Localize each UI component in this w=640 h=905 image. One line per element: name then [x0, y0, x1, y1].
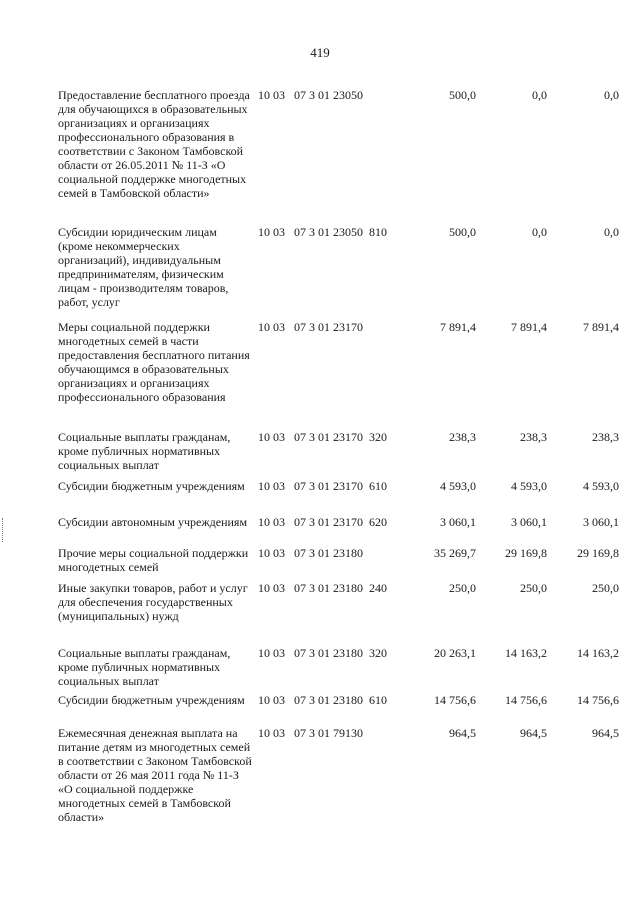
row-value-3: 14 756,6: [577, 693, 619, 707]
row-value-3: 29 169,8: [577, 546, 619, 560]
margin-mark: [2, 518, 6, 542]
row-name: Субсидии автономным учреждениям: [58, 515, 248, 529]
row-value-2: 29 169,8: [505, 546, 547, 560]
row-value-3: 250,0: [592, 581, 619, 595]
row-value-1: 238,3: [449, 430, 476, 444]
row-code: 10 03 07 3 01 23170 620: [258, 515, 387, 529]
page-number: 419: [310, 45, 330, 60]
row-code: 10 03 07 3 01 23050: [258, 88, 363, 102]
row-value-3: 14 163,2: [577, 646, 619, 660]
row-value-3: 238,3: [592, 430, 619, 444]
row-code: 10 03 07 3 01 23180 240: [258, 581, 387, 595]
row-code: 10 03 07 3 01 23170 610: [258, 479, 387, 493]
row-value-3: 964,5: [592, 726, 619, 740]
row-value-3: 7 891,4: [583, 320, 619, 334]
row-value-1: 7 891,4: [440, 320, 476, 334]
row-value-3: 3 060,1: [583, 515, 619, 529]
row-code: 10 03 07 3 01 23180 320: [258, 646, 387, 660]
row-value-2: 14 163,2: [505, 646, 547, 660]
row-name: Предоставление бесплатного проезда для обучающихся в образовательных организациях и организациях профессионального образования в соответствии с Законом Тамбовской области от 26.05.2011 № 11-З «О социальной поддержке многодетных семей в Тамбовской области»: [58, 88, 250, 200]
row-value-1: 3 060,1: [440, 515, 476, 529]
row-name: Ежемесячная денежная выплата на питание детям из многодетных семей в соответствии с Законом Тамбовской области от 26 мая 2011 года № 11-З «О социальной поддержке многодетных семей в Тамбовской области»: [58, 726, 252, 824]
row-name: Меры социальной поддержки многодетных семей в части предоставления бесплатного питания обучающимся в образовательных организациях и организациях профессионального образования: [58, 320, 250, 404]
row-value-1: 500,0: [449, 225, 476, 239]
row-value-1: 500,0: [449, 88, 476, 102]
row-value-1: 4 593,0: [440, 479, 476, 493]
row-value-1: 250,0: [449, 581, 476, 595]
row-value-2: 0,0: [532, 225, 547, 239]
row-value-2: 14 756,6: [505, 693, 547, 707]
row-value-2: 0,0: [532, 88, 547, 102]
row-value-3: 0,0: [604, 88, 619, 102]
row-code: 10 03 07 3 01 23170: [258, 320, 363, 334]
row-value-1: 20 263,1: [434, 646, 476, 660]
row-value-3: 0,0: [604, 225, 619, 239]
row-code: 10 03 07 3 01 23170 320: [258, 430, 387, 444]
row-value-3: 4 593,0: [583, 479, 619, 493]
row-value-2: 3 060,1: [511, 515, 547, 529]
row-name: Социальные выплаты гражданам, кроме публичных нормативных социальных выплат: [58, 646, 231, 688]
row-value-1: 964,5: [449, 726, 476, 740]
row-code: 10 03 07 3 01 79130: [258, 726, 363, 740]
row-name: Прочие меры социальной поддержки многодетных семей: [58, 546, 249, 574]
row-value-2: 238,3: [520, 430, 547, 444]
row-name: Субсидии бюджетным учреждениям: [58, 479, 245, 493]
row-value-2: 964,5: [520, 726, 547, 740]
row-code: 10 03 07 3 01 23180: [258, 546, 363, 560]
row-value-1: 35 269,7: [434, 546, 476, 560]
row-name: Субсидии юридическим лицам (кроме некоммерческих организаций), индивидуальным предпринимателям, физическим лицам - производителям товаров, работ, услуг: [58, 225, 229, 309]
row-value-2: 250,0: [520, 581, 547, 595]
row-value-2: 7 891,4: [511, 320, 547, 334]
row-name: Социальные выплаты гражданам, кроме публичных нормативных социальных выплат: [58, 430, 231, 472]
row-value-1: 14 756,6: [434, 693, 476, 707]
row-name: Иные закупки товаров, работ и услуг для обеспечения государственных (муниципальных) нужд: [58, 581, 248, 623]
row-code: 10 03 07 3 01 23180 610: [258, 693, 387, 707]
row-name: Субсидии бюджетным учреждениям: [58, 693, 245, 707]
row-value-2: 4 593,0: [511, 479, 547, 493]
row-code: 10 03 07 3 01 23050 810: [258, 225, 387, 239]
